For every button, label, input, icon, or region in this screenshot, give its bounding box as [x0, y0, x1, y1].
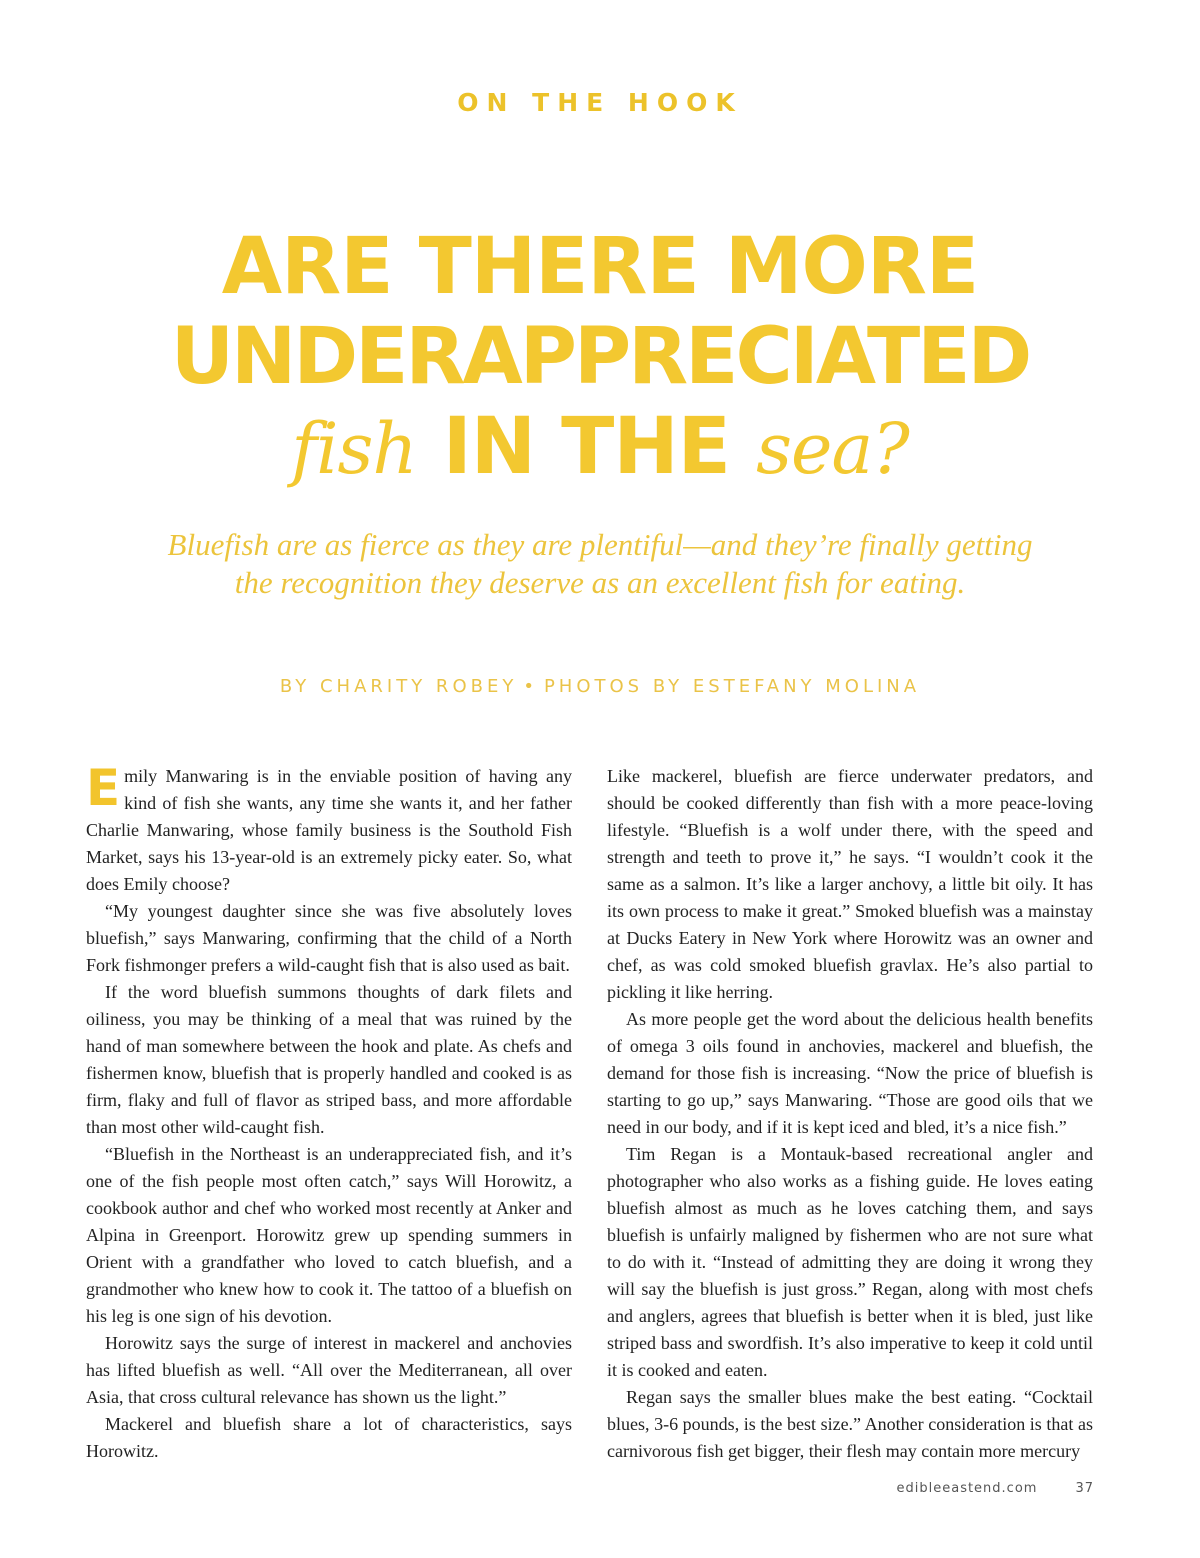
byline-photos: PHOTOS BY ESTEFANY MOLINA [543, 676, 921, 697]
article-paragraph: Regan says the smaller blues make the best eating. “Cocktail blues, 3-6 pounds, is the best size.” Another consideration is that as carnivorous fish get bigger, their flesh may contain more mercury [607, 1387, 1093, 1461]
footer-site-url: edibleeastend.com [896, 1481, 1038, 1496]
drop-cap: E [86, 759, 121, 817]
article-paragraph: Horowitz says the surge of interest in mackerel and anchovies has lifted bluefish as well. “All over the Mediterranean, all over Asia, that cross cultural relevance has shown us the light.” [86, 1333, 572, 1407]
article-paragraph: “My youngest daughter since she was five absolutely loves bluefish,” says Manwaring, confirming that the child of a North Fork fishmonger prefers a wild-caught fish that is also used as bait. [86, 901, 572, 975]
headline-line-1: ARE THERE MORE [221, 222, 979, 312]
article-paragraph: If the word bluefish summons thoughts of dark filets and oiliness, you may be thinking of a meal that was ruined by the hand of man somewhere between the hook and plate. As chefs and fishermen know, bluefish that is properly handled and cooked is as firm, flaky and full of flavor as striped bass, and more affordable than most other wild-caught fish. [86, 982, 572, 1137]
article-column-right [607, 763, 1093, 1465]
page-number: 37 [1075, 1481, 1094, 1496]
article-paragraph [86, 759, 572, 898]
article-paragraph: Like mackerel, bluefish are fierce underwater predators, and should be cooked differently than fish with a more peace-loving lifestyle. “Bluefish is a wolf under there, with the speed and strength and teeth to prove it,” he says. “I wouldn’t cook it the same as a salmon. It’s like a larger anchovy, a little bit oily. It has its own process to make it great.” Smoked bluefish was a mainstay at Ducks Eatery in New York where Horowitz was an owner and chef, as was cold smoked bluefish gravlax. He’s also partial to pickling it like herring. [607, 766, 1093, 1002]
section-kicker: ON THE HOOK [457, 88, 743, 117]
byline-separator: • [523, 676, 538, 697]
article-paragraph: As more people get the word about the delicious health benefits of omega 3 oils found in anchovies, mackerel and bluefish, the demand for those fish is increasing. “Now the price of bluefish is starting to go up,” says Manwaring. “Those are good oils that we need in our body, and if it is kept iced and bled, it’s a nice fish.” [607, 1009, 1093, 1137]
headline-bold-words: IN THE [442, 402, 730, 492]
article-paragraph: “Bluefish in the Northeast is an underappreciated fish, and it’s one of the fish people most often catch,” says Will Horowitz, a cookbook author and chef who worked most recently at Anker and Alpina in Greenport. Horowitz grew up spending summers in Orient with a grandfather who loved to catch bluefish, and a grandmother who knew how to cook it. The tattoo of a bluefish on his leg is one sign of his devotion. [86, 1144, 572, 1326]
article-column-left [86, 759, 572, 1465]
headline-script-word-sea: sea? [756, 408, 909, 490]
paragraph-text: mily Manwaring is in the enviable position of having any kind of fish she wants, any time she wants it, and her father Charlie Manwaring, whose family business is the Southold Fish Market, says his 13-year-old is an extremely picky eater. So, what does Emily choose? [86, 766, 572, 894]
byline-author: BY CHARITY ROBEY [279, 676, 518, 697]
article-paragraph: Tim Regan is a Montauk-based recreational angler and photographer who also works as a fishing guide. He loves eating bluefish almost as much as he loves catching them, and says bluefish is unfairly maligned by fishermen who are not sure what to do with it. “Instead of admitting they are doing it wrong they will say the bluefish is just gross.” Regan, along with most chefs and anglers, agrees that bluefish is better when it is bled, just like striped bass and swordfish. It’s also imperative to keep it cold until it is cooked and eaten. [607, 1144, 1093, 1380]
page-footer [897, 1481, 1095, 1496]
headline-script-word-fish: fish [291, 408, 417, 490]
byline [0, 676, 1200, 697]
headline-line-3 [0, 402, 1200, 494]
headline [0, 222, 1200, 494]
article-paragraph: Mackerel and bluefish share a lot of characteristics, says Horowitz. [86, 1414, 572, 1461]
headline-line-2: UNDERAPPRECIATED [170, 312, 1030, 402]
dek-subtitle: Bluefish are as fierce as they are plentiful—and they’re finally getting the recognition they deserve as an excellent fish for eating. [167, 527, 1033, 600]
